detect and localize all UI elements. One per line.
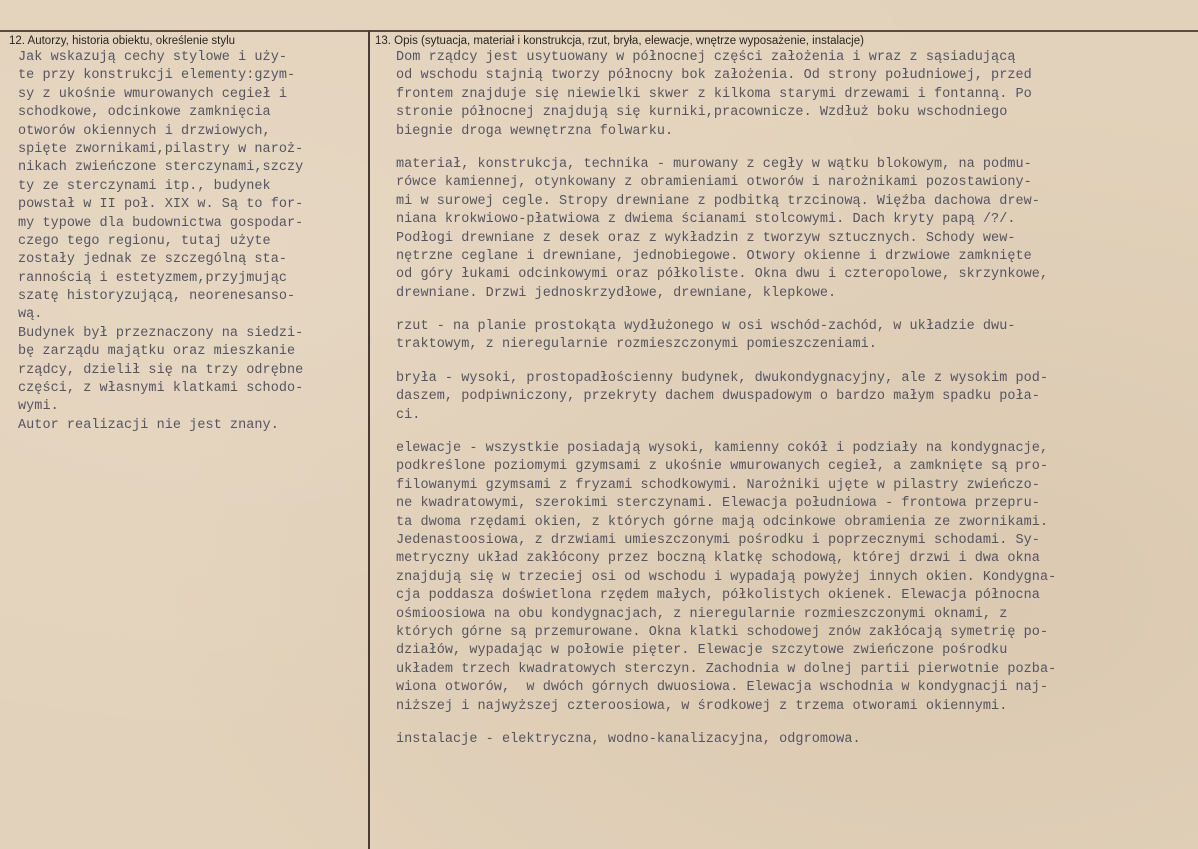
text-line: wiona otworów, w dwóch górnych dwuosiowa. Elewacja wschodnia w kondygnacji naj- xyxy=(396,680,1049,696)
paragraph-gap xyxy=(396,425,1196,440)
text-line: niana krokwiowo-płatwiowa z dwiema ścianami stolcowymi. Dach kryty papą /?/. xyxy=(396,212,1016,228)
text-line: nętrzne ceglane i drewniane, jednobiegowe. Otwory okienne i drzwiowe zamknięte xyxy=(396,248,1032,264)
text-line: ci. xyxy=(396,407,421,423)
text-line: frontem znajduje się niewielki skwer z kilkoma starymi drzewami i fontanną. Po xyxy=(396,86,1032,102)
text-line: ta dwoma rzędami okien, z których górne mają odcinkowe obramienia ze zwornikami. xyxy=(396,514,1049,530)
section-12-heading: 12. Autorzy, historia obiektu, określenie stylu xyxy=(9,35,236,47)
text-line: niższej i najwyższej czteroosiowa, w środkowej z trzema otworami okiennymi. xyxy=(396,698,1008,714)
text-line: Podłogi drewniane z desek oraz z wykładzin z tworzyw sztucznych. Schody wew- xyxy=(396,230,1016,246)
text-line: spięte zwornikami,pilastry w naroż- xyxy=(18,141,304,157)
text-line: czego tego regionu, tutaj użyte xyxy=(18,233,271,249)
text-line: działów, wypadając w połowie pięter. Elewacje szczytowe zwieńczone pośrodku xyxy=(396,643,1008,659)
text-line: filowanymi gzymsami z fryzami schodkowymi. Narożniki ujęte w pilastry zwieńczo- xyxy=(396,477,1040,493)
text-line: otworów okiennych i drzwiowych, xyxy=(18,123,271,139)
text-line: biegnie droga wewnętrzna folwarku. xyxy=(396,123,674,139)
section-12-text xyxy=(18,49,363,435)
text-line: cja poddasza doświetlona rzędem małych, półkolistych okienek. Elewacja północna xyxy=(396,588,1040,604)
text-line: od wschodu stajnią tworzy północny bok założenia. Od strony południowej, przed xyxy=(396,68,1032,84)
text-line: metryczny układ zakłócony przez boczną klatkę schodową, której drzwi i dwa okna xyxy=(396,551,1040,567)
section-13-heading: 13. Opis (sytuacja, materiał i konstrukcja, rzut, bryła, elewacje, wnętrze wyposażenie, instalacje) xyxy=(375,35,864,47)
text-line: zostały jednak ze szczególną sta- xyxy=(18,252,287,268)
text-line: Dom rządcy jest usytuowany w północnej części założenia i wraz z sąsiadującą xyxy=(396,50,1016,65)
text-line: znajdują się w trzeciej osi od wschodu i wypadają powyżej innych okien. Kondygna- xyxy=(396,569,1057,585)
text-line: ne kwadratowymi, szerokimi sterczynami. Elewacja południowa - frontowa przepru- xyxy=(396,496,1040,512)
paragraph-gap xyxy=(396,355,1196,370)
text-line: daszem, podpiwniczony, przekryty dachem dwuspadowym o bardzo małym spadku poła- xyxy=(396,389,1040,405)
text-line: powstał w II poł. XIX w. Są to for- xyxy=(18,197,304,213)
text-line: rzut - na planie prostokąta wydłużonego w osi wschód-zachód, w układzie dwu- xyxy=(396,319,1016,335)
text-line: podkreślone poziomymi gzymsami z ukośnie wmurowanych cegieł, a zamknięte są pro- xyxy=(396,459,1049,475)
text-line: rządcy, dzielił się na trzy odrębne xyxy=(18,362,304,378)
text-line: my typowe dla budownictwa gospodar- xyxy=(18,215,304,231)
header-divider xyxy=(0,30,1198,32)
text-line: schodkowe, odcinkowe zamknięcia xyxy=(18,105,271,121)
text-line: te przy konstrukcji elementy:gzym- xyxy=(18,68,296,84)
text-line: materiał, konstrukcja, technika - murowany z cegły w wątku blokowym, na podmu- xyxy=(396,156,1032,172)
text-line: rannością i estetyzmem,przyjmując xyxy=(18,270,287,286)
paragraph-gap xyxy=(396,716,1196,731)
paragraph-gap xyxy=(396,303,1196,318)
text-line: bryła - wysoki, prostopadłościenny budynek, dwukondygnacyjny, ale z wysokim pod- xyxy=(396,370,1049,386)
text-line: wymi. xyxy=(18,399,59,415)
text-line: rówce kamiennej, otynkowany z obramieniami otworów i narożnikami pozostawiony- xyxy=(396,175,1032,191)
text-line: ośmioosiowa na obu kondygnacjach, z nieregularnie rozmieszczonymi oknami, z xyxy=(396,606,1008,622)
paragraph-gap xyxy=(396,141,1196,156)
text-line: Budynek był przeznaczony na siedzi- xyxy=(18,325,304,341)
text-line: drewniane. Drzwi jednoskrzydłowe, drewniane, klepkowe. xyxy=(396,285,837,301)
text-line: szatę historyzującą, neorenesanso- xyxy=(18,289,296,305)
text-line: od góry łukami odcinkowymi oraz półkoliste. Okna dwu i czteropolowe, skrzynkowe, xyxy=(396,267,1049,283)
text-line: ty ze sterczynami itp., budynek xyxy=(18,178,271,194)
text-line: wą. xyxy=(18,307,43,323)
text-line: bę zarządu majątku oraz mieszkanie xyxy=(18,344,296,360)
text-line: których górne są przemurowane. Okna klatki schodowej znów zakłócają symetrię po- xyxy=(396,624,1049,640)
text-line: Jak wskazują cechy stylowe i uży- xyxy=(18,50,287,65)
column-divider xyxy=(368,30,370,849)
text-line: nikach zwieńczone sterczynami,szczy xyxy=(18,160,304,176)
text-line: instalacje - elektryczna, wodno-kanalizacyjna, odgromowa. xyxy=(396,731,861,747)
text-line: Jedenastoosiowa, z drzwiami umieszczonymi pośrodku i poprzecznymi schodami. Sy- xyxy=(396,532,1040,548)
text-line: układem trzech kwadratowych sterczyn. Zachodnia w dolnej partii pierwotnie pozba- xyxy=(396,661,1057,677)
text-line: sy z ukośnie wmurowanych cegieł i xyxy=(18,86,287,102)
text-line: stronie północnej znajdują się kurniki,pracownicze. Wzdłuż boku wschodniego xyxy=(396,105,1008,121)
text-line: traktowym, z nieregularnie rozmieszczonymi pomieszczeniami. xyxy=(396,337,877,353)
section-13-text xyxy=(396,49,1196,749)
text-line: elewacje - wszystkie posiadają wysoki, kamienny cokół i podziały na kondygnacje, xyxy=(396,441,1049,457)
text-line: Autor realizacji nie jest znany. xyxy=(18,417,279,433)
text-line: części, z własnymi klatkami schodo- xyxy=(18,381,304,397)
text-line: mi w surowej cegle. Stropy drewniane z podbitką trzcinową. Więźba dachowa drew- xyxy=(396,193,1040,209)
